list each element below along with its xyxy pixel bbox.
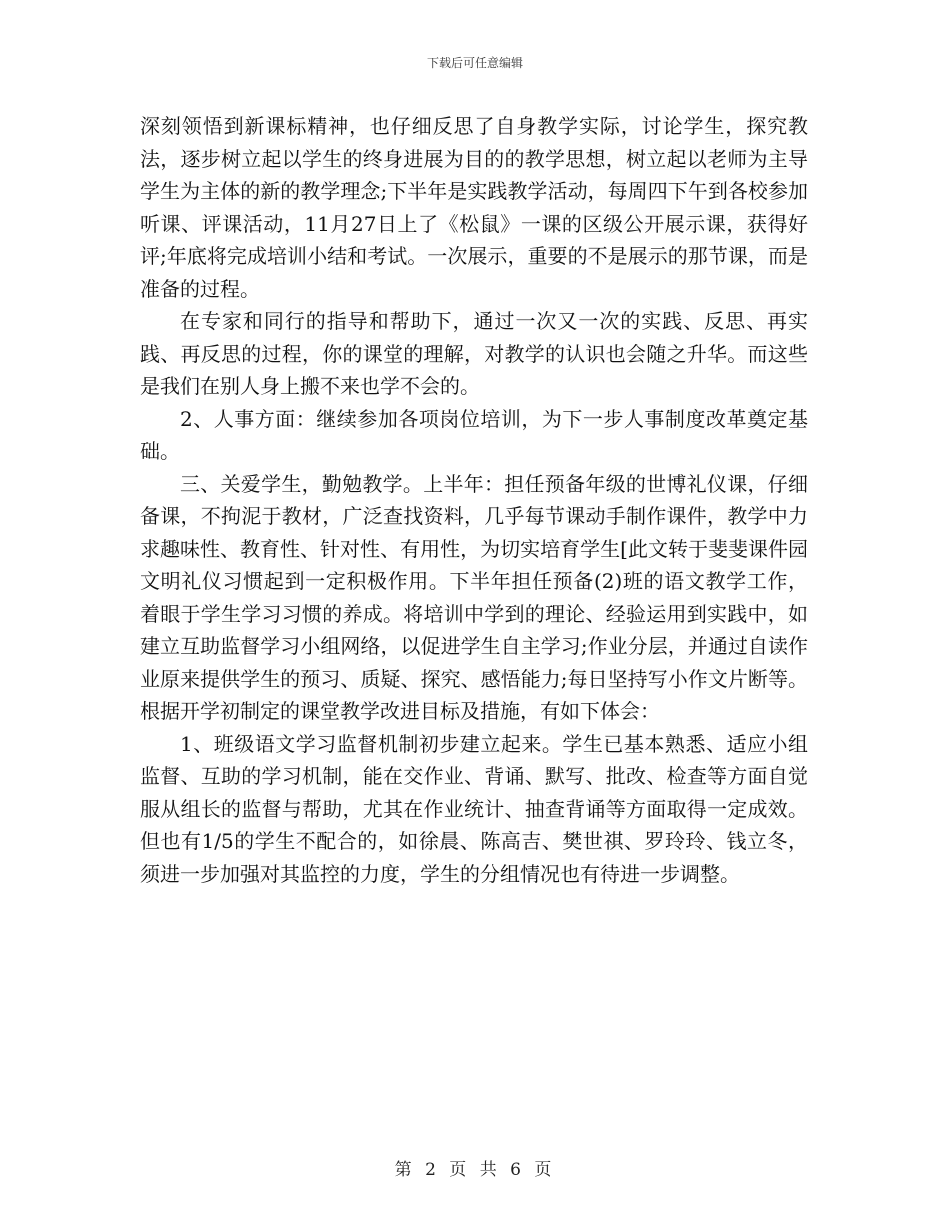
page-header: 下载后可任意编辑	[426, 56, 523, 70]
document-body	[140, 110, 808, 890]
paragraph-continuation: 深刻领悟到新课标精神，也仔细反思了自身教学实际，讨论学生，探究教法，逐步树立起以学生的终身进展为目的的教学思想，树立起以老师为主导学生为主体的新的教学理念;下半年是实践教学活动，每周四下午到各校参加听课、评课活动，11月27日上了《松鼠》一课的区级公开展示课，获得好评;年底将完成培训小结和考试。一次展示，重要的不是展示的那节课，而是准备的过程。	[140, 114, 808, 301]
paragraph-expert-guidance: 在专家和同行的指导和帮助下，通过一次又一次的实践、反思、再实践、再反思的过程，你的课堂的理解，对教学的认识也会随之升华。而这些是我们在别人身上搬不来也学不会的。	[140, 309, 808, 398]
paragraph-personnel: 2、人事方面：继续参加各项岗位培训，为下一步人事制度改革奠定基础。	[140, 406, 808, 463]
paragraph-supervision-mechanism: 1、班级语文学习监督机制初步建立起来。学生已基本熟悉、适应小组监督、互助的学习机制，能在交作业、背诵、默写、批改、检查等方面自觉服从组长的监督与帮助，尤其在作业统计、抽查背诵等方面取得一定成效。但也有1/5的学生不配合的，如徐晨、陈高吉、樊世祺、罗玲玲、钱立冬，须进一步加强对其监控的力度，学生的分组情况也有待进一步调整。	[140, 731, 808, 886]
page-number: 第 2 页 共 6 页	[394, 1160, 556, 1180]
paragraph-caring-students: 三、关爱学生，勤勉教学。上半年：担任预备年级的世博礼仪课，仔细备课，不拘泥于教材，广泛查找资料，几乎每节课动手制作课件，教学中力求趣味性、教育性、针对性、有用性，为切实培育学生[此文转于斐斐课件园文明礼仪习惯起到一定积极作用。下半年担任预备(2)班的语文教学工作，着眼于学生学习习惯的养成。将培训中学到的理论、经验运用到实践中，如建立互助监督学习小组网络，以促进学生自主学习;作业分层，并通过自读作业原来提供学生的预习、质疑、探究、感悟能力;每日坚持写小作文片断等。根据开学初制定的课堂教学改进目标及措施，有如下体会：	[140, 471, 808, 723]
